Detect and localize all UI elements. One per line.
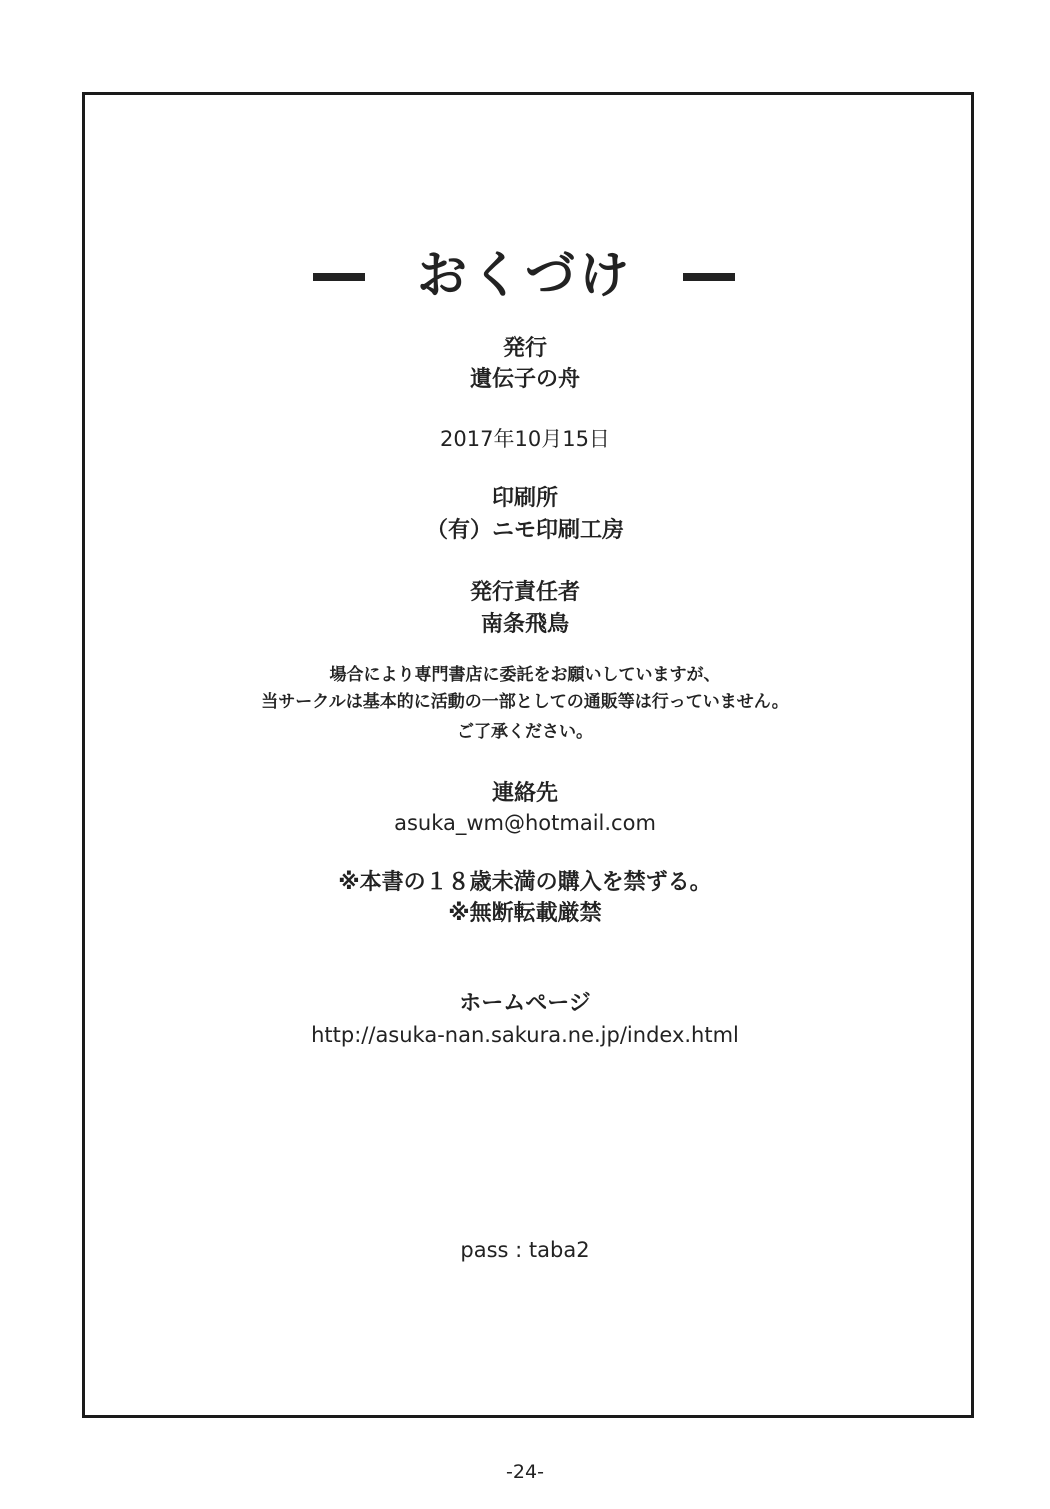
pass-text: pass : taba2 xyxy=(460,1238,590,1262)
publisher-heading: 発行 xyxy=(502,336,547,361)
publisher-name: 遺伝子の舟 xyxy=(469,367,580,392)
responsible-heading: 発行責任者 xyxy=(469,580,580,605)
reproduction-warning: ※無断転載厳禁 xyxy=(448,901,602,926)
printer-heading: 印刷所 xyxy=(491,486,558,511)
notice-line: 当サークルは基本的に活動の一部としての通販等は行っていません。 xyxy=(261,692,789,712)
page-title: おくづけ xyxy=(417,246,633,304)
age-restriction-warning: ※本書の１８歳未満の購入を禁ずる。 xyxy=(338,870,712,895)
homepage-heading: ホームページ xyxy=(459,991,591,1016)
notice-line: ご了承ください。 xyxy=(457,722,593,742)
title-row xyxy=(0,245,1050,305)
title-dash-right xyxy=(683,273,735,281)
notice-line: 場合により専門書店に委託をお願いしていますが、 xyxy=(329,665,721,685)
homepage-url: http://asuka-nan.sakura.ne.jp/index.html xyxy=(311,1023,739,1047)
page-number: -24- xyxy=(506,1461,544,1483)
contact-heading: 連絡先 xyxy=(491,781,558,806)
publish-date: 2017年10月15日 xyxy=(440,427,610,451)
contact-email: asuka_wm@hotmail.com xyxy=(394,811,656,835)
printer-name: （有）ニモ印刷工房 xyxy=(425,518,624,543)
responsible-name: 南条飛鳥 xyxy=(480,612,569,637)
